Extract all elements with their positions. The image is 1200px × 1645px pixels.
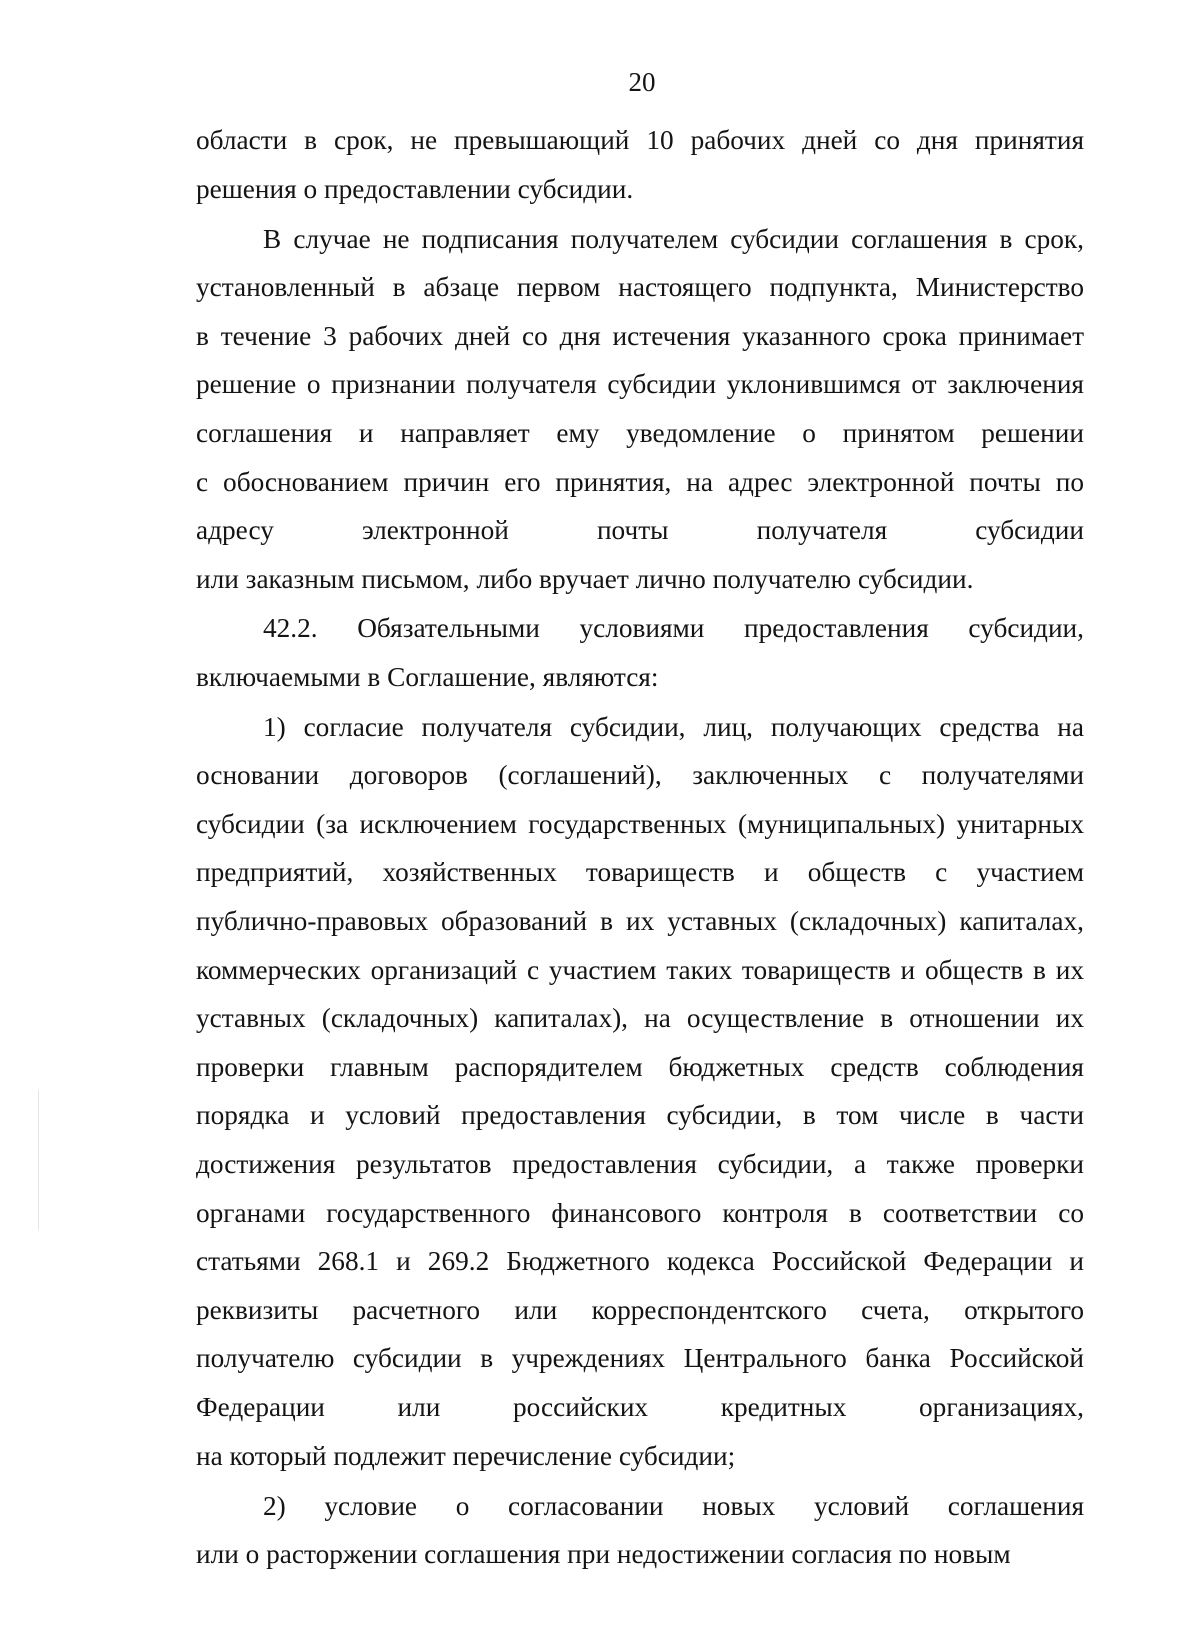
text-line: установленный в абзаце первом настоящего подпункта, Министерство: [196, 272, 1084, 303]
paragraph: [196, 703, 1084, 1481]
text-line: в течение 3 рабочих дней со дня истечения указанного срока принимает: [196, 320, 1084, 351]
text-line: решение о признании получателя субсидии уклонившимся от заключения: [196, 369, 1084, 400]
text-line: достижения результатов предоставления субсидии, а также проверки: [196, 1148, 1084, 1179]
text-line: или заказным письмом, либо вручает лично получателю субсидии.: [196, 563, 974, 594]
text-line: включаемыми в Соглашение, являются:: [196, 662, 659, 693]
text-line: реквизиты расчетного или корреспондентского счета, открытого: [196, 1294, 1084, 1325]
text-line: 42.2. Обязательными условиями предоставления субсидии,: [263, 613, 1084, 644]
text-line: соглашения и направляет ему уведомление о принятом решении: [196, 418, 1084, 449]
text-line: уставных (складочных) капиталах), на осуществление в отношении их: [196, 1003, 1084, 1034]
text-line: субсидии (за исключением государственных (муниципальных) унитарных: [196, 808, 1084, 839]
text-line: Федерации или российских кредитных организациях,: [196, 1391, 1084, 1422]
text-line: с обоснованием причин его принятия, на адрес электронной почты по: [196, 466, 1084, 497]
text-line: 2) условие о согласовании новых условий соглашения: [263, 1490, 1084, 1521]
paragraph: [196, 604, 1084, 701]
text-line: решения о предоставлении субсидии.: [196, 173, 634, 204]
page-number: 20: [628, 67, 656, 97]
text-line: адресу электронной почты получателя субсидии: [196, 515, 1084, 546]
text-line: В случае не подписания получателем субсидии соглашения в срок,: [263, 223, 1084, 254]
text-line: порядка и условий предоставления субсидии, в том числе в части: [196, 1100, 1084, 1131]
text-line: на который подлежит перечисление субсидии;: [196, 1440, 736, 1471]
paragraph: [196, 215, 1084, 604]
text-line: предприятий, хозяйственных товариществ и обществ с участием: [196, 857, 1084, 888]
text-line: 1) согласие получателя субсидии, лиц, получающих средства на: [263, 711, 1084, 742]
text-line: публично-правовых образований в их уставных (складочных) капиталах,: [196, 906, 1084, 936]
text-line: области в срок, не превышающий 10 рабочих дней со дня принятия: [196, 125, 1084, 155]
text-line: органами государственного финансового контроля в соответствии со: [196, 1197, 1084, 1228]
scan-margin-mark: [38, 1090, 39, 1230]
text-line: проверки главным распорядителем бюджетных средств соблюдения: [196, 1051, 1084, 1082]
text-line: статьями 268.1 и 269.2 Бюджетного кодекса Российской Федерации и: [196, 1246, 1084, 1277]
paragraph: [196, 1482, 1084, 1579]
paragraph: [196, 116, 1084, 213]
text-line: коммерческих организаций с участием таких товариществ и обществ в их: [196, 954, 1084, 985]
text-line: основании договоров (соглашений), заключенных с получателями: [196, 760, 1084, 791]
text-line: или о расторжении соглашения при недостижении согласия по новым: [196, 1539, 1011, 1570]
document-body: [196, 116, 1084, 1579]
text-line: получателю субсидии в учреждениях Центрального банка Российской: [196, 1343, 1084, 1374]
